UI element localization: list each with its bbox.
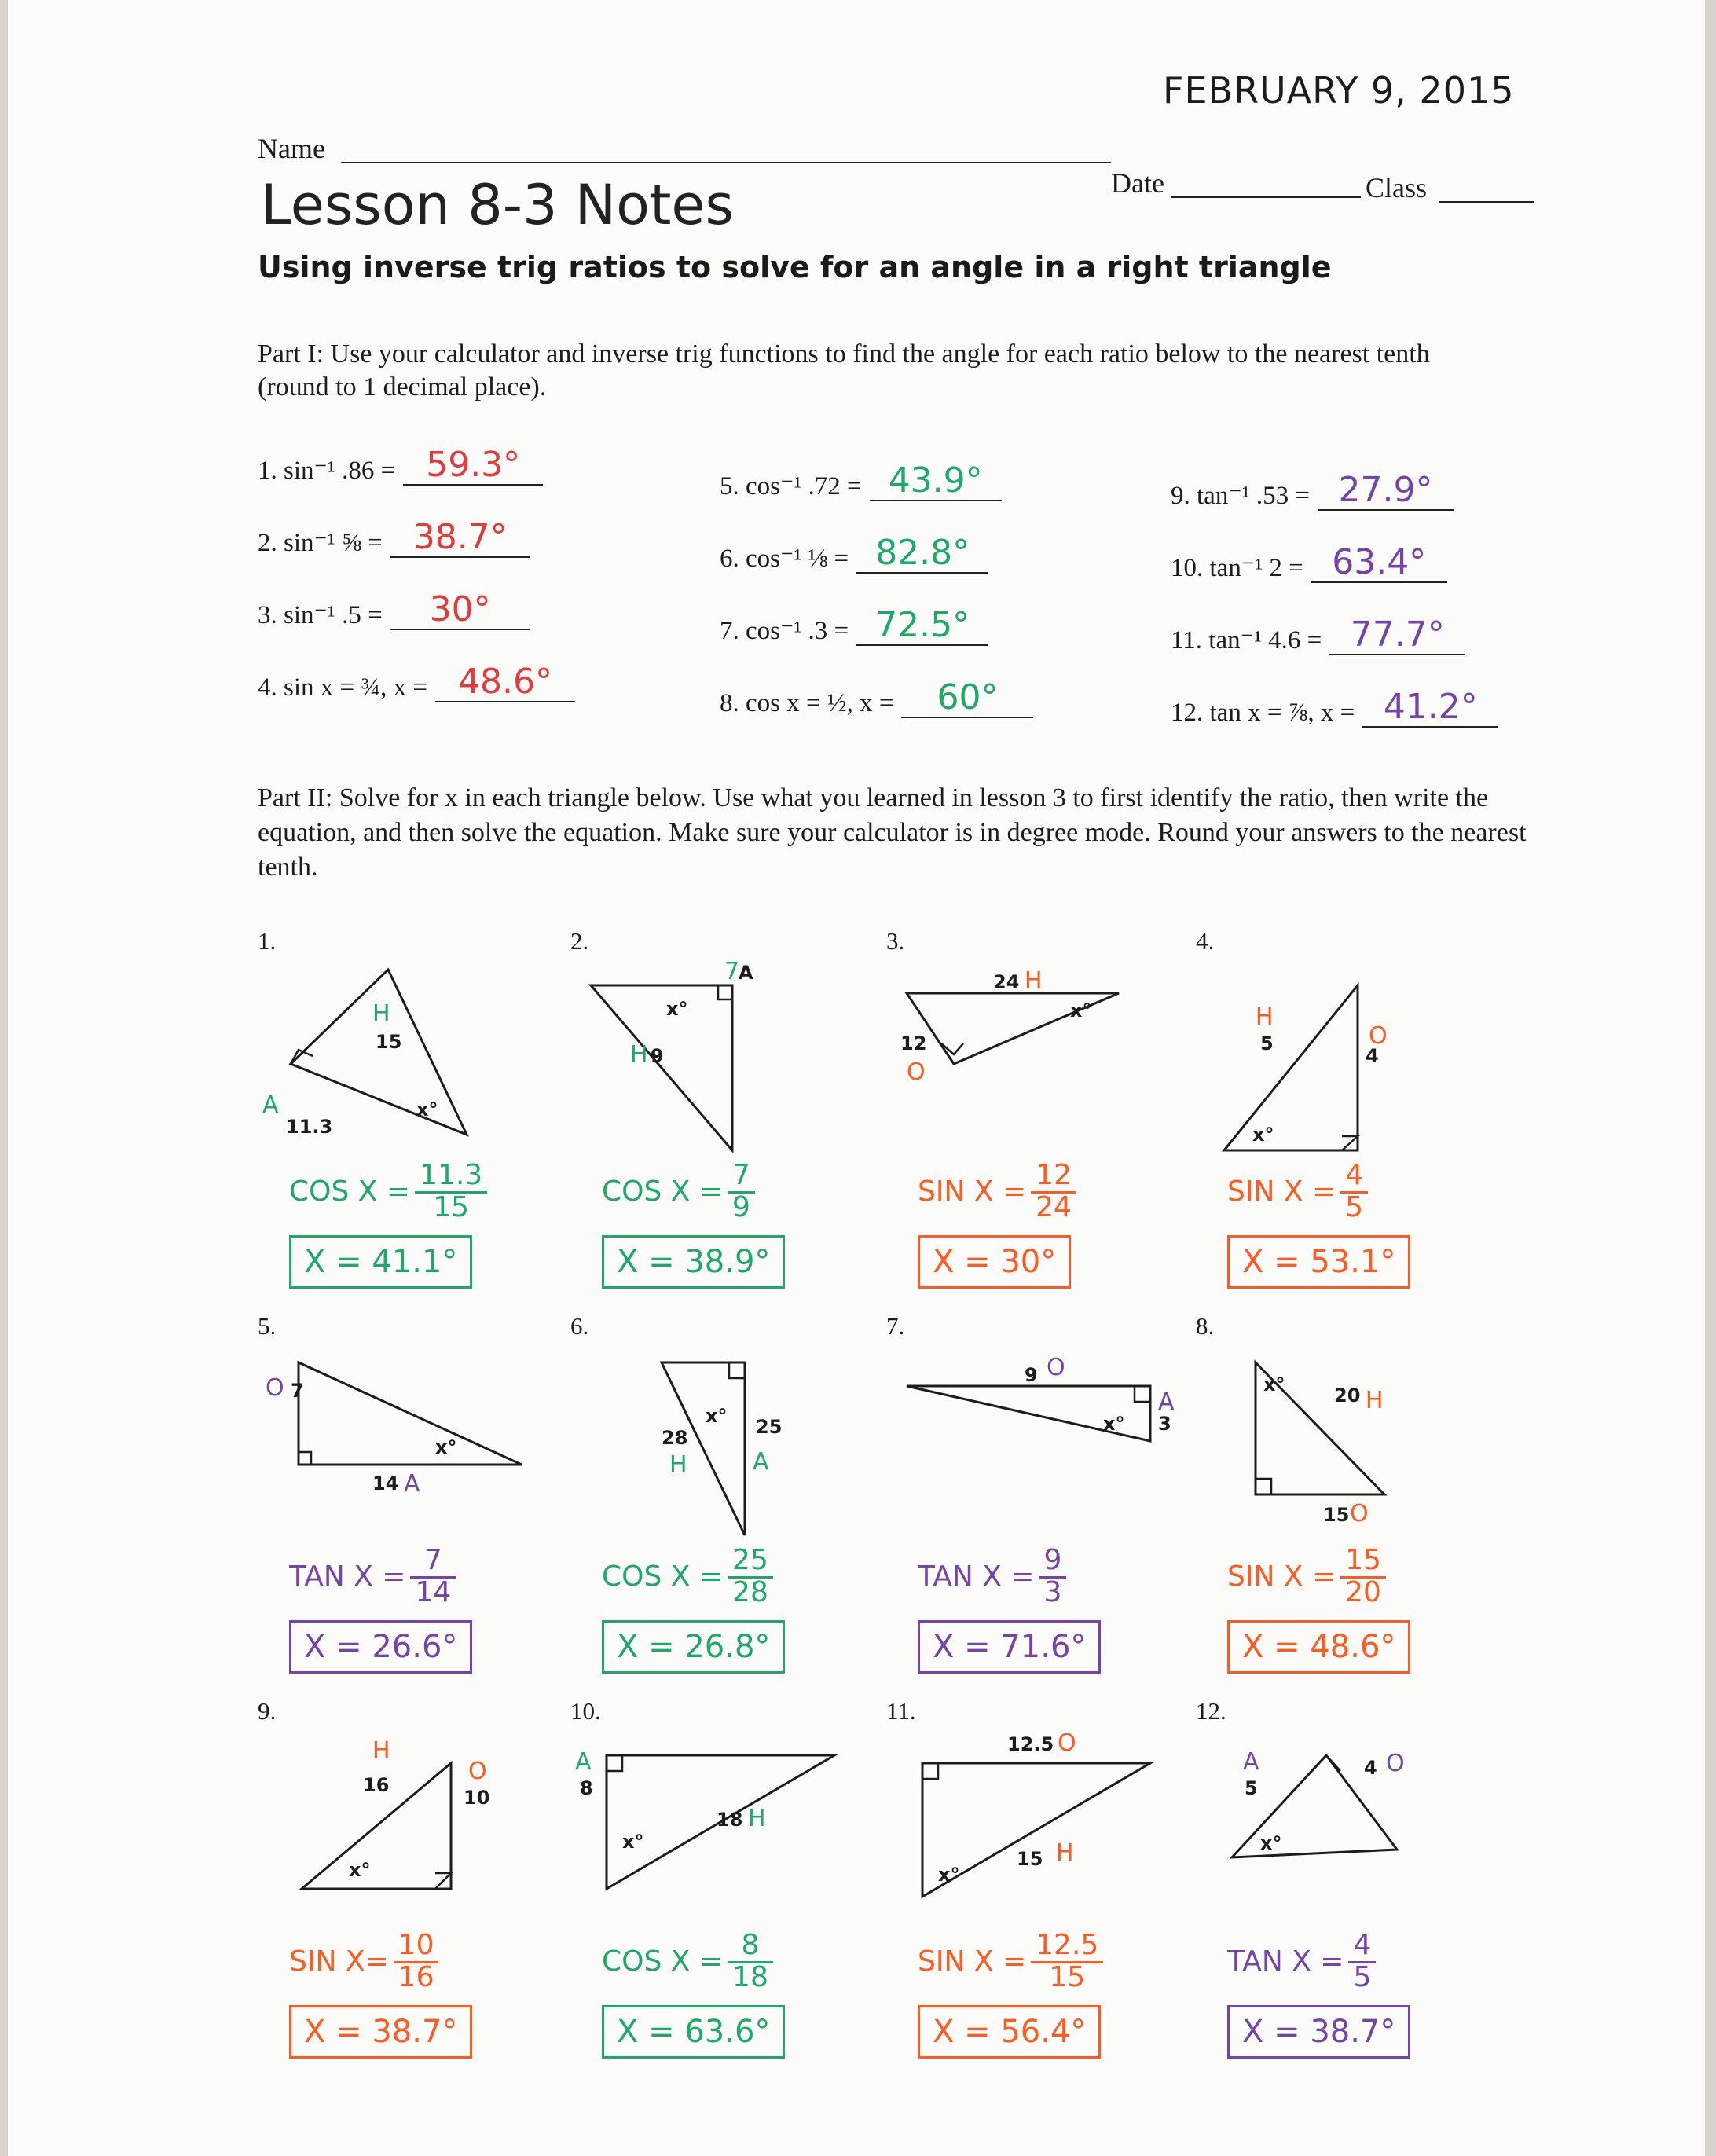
fraction-denominator: 16: [398, 1961, 434, 1993]
ratio-equation: [289, 1546, 456, 1607]
side-length-label: 12.5: [1007, 1733, 1054, 1755]
part1-instructions: Part I: Use your calculator and inverse trig functions to find the angle for each ratio below to the nearest tenth (round to 1 decimal place).: [258, 339, 1430, 402]
part1-answer: 63.4°: [1311, 544, 1447, 583]
part1-prompt: 4. sin x = ¾, x =: [258, 673, 427, 702]
fraction-denominator: 9: [732, 1191, 750, 1223]
boxed-answer: X = 41.1°: [289, 1235, 472, 1289]
name-line: [341, 162, 1111, 163]
boxed-answer: X = 63.6°: [602, 2005, 785, 2059]
side-ratio-label: O: [1058, 1729, 1076, 1757]
boxed-answer: X = 38.7°: [289, 2005, 472, 2059]
side-length-label: 24: [993, 971, 1020, 993]
ratio-equation: [1227, 1931, 1376, 1992]
angle-label: x°: [706, 1405, 728, 1427]
triangle-outline: [1224, 985, 1358, 1150]
equation-fraction: [415, 1161, 487, 1222]
part1-answer: 72.5°: [856, 607, 988, 646]
side-ratio-label: A: [1158, 1388, 1175, 1416]
problem-number: 3.: [886, 927, 905, 955]
right-triangle-diagram: [1201, 1732, 1483, 1936]
part1-item: [720, 607, 988, 646]
equation-fraction: [1031, 1161, 1076, 1222]
equation-function: SIN X =: [918, 1175, 1027, 1208]
fraction-denominator: 5: [1353, 1961, 1372, 1993]
side-length-label: 11.3: [286, 1116, 333, 1138]
equation-fraction: [394, 1931, 439, 1992]
problem-number: 4.: [1196, 927, 1215, 955]
angle-label: x°: [1263, 1373, 1285, 1395]
right-angle-marker: [299, 1452, 311, 1465]
equation-function: SIN X=: [289, 1945, 389, 1978]
side-length-label: 9: [1025, 1364, 1038, 1386]
angle-label: x°: [1103, 1413, 1125, 1435]
ratio-equation: [289, 1931, 438, 1992]
side-length-label: 15: [376, 1031, 402, 1053]
problem-number: 6.: [570, 1312, 589, 1340]
equation-fraction: [1340, 1161, 1368, 1222]
right-triangle-diagram: [262, 1347, 545, 1551]
equation-fraction: [1340, 1546, 1386, 1607]
equation-function: TAN X =: [1227, 1945, 1344, 1978]
side-ratio-label: O: [1386, 1750, 1405, 1777]
side-ratio-label: A: [575, 1748, 592, 1776]
part1-prompt: 1. sin⁻¹ .86 =: [258, 456, 396, 485]
side-ratio-label: O: [907, 1058, 926, 1086]
problem-number: 11.: [886, 1697, 916, 1725]
worksheet-page: [8, 0, 1705, 2156]
equation-function: COS X =: [289, 1175, 411, 1208]
part1-answer: 27.9°: [1318, 471, 1454, 511]
part1-answer: 59.3°: [403, 446, 543, 486]
equation-function: SIN X =: [1227, 1560, 1336, 1593]
part1-prompt: 5. cos⁻¹ .72 =: [720, 472, 862, 500]
triangle-outline: [299, 1362, 522, 1465]
side-ratio-label: 7: [724, 958, 740, 985]
fraction-denominator: 15: [1049, 1961, 1086, 1993]
right-angle-marker: [729, 1362, 745, 1378]
triangle-outline: [591, 985, 732, 1150]
angle-label: x°: [435, 1436, 457, 1458]
problem-number: 8.: [1196, 1312, 1215, 1340]
angle-label: x°: [666, 998, 688, 1020]
part1-prompt: 12. tan x = ⅞, x =: [1171, 698, 1355, 727]
side-ratio-label: H: [1366, 1387, 1384, 1414]
class-label: Class: [1366, 172, 1428, 204]
right-triangle-diagram: [891, 1729, 1174, 1936]
part1-item: [258, 519, 530, 558]
fraction-numerator: 11.3: [415, 1161, 487, 1194]
part1-answer: 30°: [390, 591, 530, 630]
ratio-equation: [918, 1161, 1076, 1222]
side-ratio-label: H: [748, 1805, 766, 1832]
side-length-label: 12: [900, 1032, 927, 1054]
part1-prompt: 8. cos x = ½, x =: [720, 689, 894, 717]
ratio-equation: [602, 1931, 773, 1992]
part1-prompt: 2. sin⁻¹ ⅝ =: [258, 529, 383, 557]
right-angle-marker: [1342, 1136, 1358, 1150]
side-ratio-label: O: [1047, 1354, 1065, 1381]
equation-fraction: [1039, 1546, 1066, 1607]
fraction-numerator: 10: [394, 1931, 439, 1964]
right-triangle-diagram: [891, 1347, 1174, 1551]
date-line: [1171, 196, 1361, 198]
part1-item: [1171, 471, 1454, 511]
part1-prompt: 9. tan⁻¹ .53 =: [1171, 482, 1310, 510]
fraction-numerator: 15: [1340, 1546, 1386, 1578]
fraction-numerator: 9: [1039, 1546, 1066, 1578]
part1-answer: 48.6°: [435, 663, 575, 702]
part1-item: [258, 591, 530, 630]
right-angle-marker: [1256, 1479, 1271, 1494]
part1-answer: 38.7°: [390, 519, 530, 558]
equation-function: COS X =: [602, 1945, 724, 1978]
right-triangle-diagram: [262, 962, 545, 1166]
side-length-label: A: [739, 962, 754, 984]
part1-item: [258, 663, 575, 702]
part1-item: [1171, 688, 1498, 728]
fraction-denominator: 15: [433, 1191, 470, 1223]
angle-label: x°: [1070, 999, 1092, 1021]
side-ratio-label: H: [1256, 1003, 1274, 1031]
part1-item: [1171, 616, 1465, 655]
fraction-numerator: 4: [1348, 1931, 1376, 1964]
equation-function: COS X =: [602, 1560, 724, 1593]
fraction-denominator: 5: [1345, 1191, 1364, 1223]
side-length-label: 5: [1260, 1032, 1274, 1054]
side-ratio-label: H: [630, 1041, 648, 1069]
lesson-title: Lesson 8-3 Notes: [261, 173, 734, 237]
equation-function: COS X =: [602, 1175, 724, 1208]
part1-item: [720, 462, 1002, 501]
right-triangle-diagram: [575, 1347, 858, 1551]
problem-number: 1.: [258, 927, 277, 955]
equation-function: TAN X =: [289, 1560, 406, 1593]
fraction-denominator: 24: [1036, 1191, 1072, 1223]
side-ratio-label: A: [262, 1091, 279, 1119]
subtitle: Using inverse trig ratios to solve for an angle in a right triangle: [258, 250, 1332, 284]
right-triangle-diagram: [262, 1732, 545, 1936]
side-ratio-label: A: [1243, 1748, 1260, 1776]
part1-item: [720, 679, 1033, 718]
fraction-numerator: 8: [728, 1931, 773, 1964]
equation-fraction: [728, 1931, 773, 1992]
right-triangle-diagram: [1201, 962, 1483, 1166]
equation-function: TAN X =: [918, 1560, 1035, 1593]
part1-prompt: 10. tan⁻¹ 2 =: [1171, 554, 1304, 582]
side-length-label: 9: [651, 1045, 664, 1067]
part1-item: [1171, 544, 1447, 583]
side-length-label: 4: [1364, 1757, 1377, 1779]
fraction-denominator: 14: [415, 1576, 452, 1608]
side-length-label: 16: [363, 1774, 390, 1796]
side-length-label: 14: [372, 1472, 399, 1494]
boxed-answer: X = 53.1°: [1227, 1235, 1410, 1289]
handwritten-date: FEBRUARY 9, 2015: [1163, 69, 1515, 112]
fraction-denominator: 3: [1043, 1576, 1062, 1608]
side-ratio-label: H: [1025, 967, 1043, 995]
fraction-numerator: 7: [410, 1546, 456, 1578]
boxed-answer: X = 71.6°: [918, 1620, 1101, 1674]
problem-number: 5.: [258, 1312, 277, 1340]
part1-prompt: 11. tan⁻¹ 4.6 =: [1171, 626, 1322, 654]
boxed-answer: X = 26.6°: [289, 1620, 472, 1674]
side-length-label: 7: [291, 1380, 304, 1402]
date-label: Date: [1111, 167, 1164, 199]
side-ratio-label: H: [1056, 1839, 1074, 1867]
fraction-denominator: 28: [732, 1576, 768, 1608]
side-ratio-label: H: [669, 1451, 688, 1479]
angle-label: x°: [622, 1831, 644, 1853]
side-ratio-label: O: [266, 1374, 284, 1402]
ratio-equation: [1227, 1161, 1368, 1222]
side-length-label: 15: [1323, 1504, 1350, 1526]
right-angle-marker: [922, 1763, 938, 1779]
part1-answer: 41.2°: [1362, 688, 1498, 728]
angle-label: x°: [416, 1098, 438, 1120]
side-length-label: 28: [662, 1427, 688, 1449]
angle-label: x°: [349, 1859, 371, 1881]
ratio-equation: [918, 1546, 1066, 1607]
class-line: [1439, 201, 1534, 203]
problem-number: 12.: [1196, 1697, 1226, 1725]
ratio-equation: [1227, 1546, 1386, 1607]
fraction-numerator: 12: [1031, 1161, 1076, 1194]
equation-fraction: [1348, 1931, 1376, 1992]
side-ratio-label: A: [753, 1448, 769, 1476]
equation-function: SIN X =: [918, 1945, 1027, 1978]
ratio-equation: [918, 1931, 1103, 1992]
problem-number: 10.: [570, 1697, 601, 1725]
right-angle-marker: [718, 985, 732, 999]
side-length-label: 4: [1366, 1045, 1379, 1067]
equation-fraction: [1031, 1931, 1103, 1992]
problem-number: 7.: [886, 1312, 905, 1340]
triangle-outline: [662, 1362, 745, 1535]
boxed-answer: X = 56.4°: [918, 2005, 1101, 2059]
name-label: Name: [258, 133, 325, 164]
fraction-numerator: 25: [728, 1546, 773, 1578]
side-length-label: 10: [464, 1787, 490, 1809]
part1-item: [258, 446, 543, 486]
part1-prompt: 3. sin⁻¹ .5 =: [258, 601, 383, 629]
right-triangle-diagram: [891, 962, 1174, 1166]
ratio-equation: [289, 1161, 487, 1222]
part1-answer: 82.8°: [856, 534, 988, 574]
fraction-numerator: 12.5: [1031, 1931, 1103, 1964]
boxed-answer: X = 38.9°: [602, 1235, 785, 1289]
side-length-label: 8: [580, 1777, 593, 1799]
side-ratio-label: H: [372, 1737, 390, 1765]
fraction-numerator: 7: [728, 1161, 755, 1194]
angle-label: x°: [938, 1864, 960, 1886]
right-triangle-diagram: [1201, 1347, 1483, 1551]
right-triangle-diagram: [575, 1732, 858, 1936]
side-length-label: 18: [717, 1809, 743, 1831]
side-ratio-label: O: [1369, 1022, 1388, 1050]
side-length-label: 15: [1017, 1848, 1043, 1870]
part1-answer: 43.9°: [870, 462, 1002, 501]
right-angle-marker: [435, 1873, 451, 1889]
angle-label: x°: [1252, 1124, 1274, 1146]
problem-number: 2.: [570, 927, 589, 955]
right-angle-marker: [607, 1755, 622, 1771]
side-ratio-label: A: [404, 1470, 420, 1498]
right-angle-marker: [1135, 1386, 1150, 1402]
side-ratio-label: O: [468, 1758, 487, 1785]
part1-answer: 77.7°: [1329, 616, 1465, 655]
part1-answer: 60°: [901, 679, 1033, 718]
side-length-label: 25: [756, 1416, 783, 1438]
boxed-answer: X = 26.8°: [602, 1620, 785, 1674]
fraction-denominator: 20: [1345, 1576, 1381, 1608]
problem-number: 9.: [258, 1697, 277, 1725]
angle-label: x°: [1260, 1832, 1282, 1854]
side-length-label: 5: [1245, 1777, 1258, 1799]
ratio-equation: [602, 1161, 755, 1222]
boxed-answer: X = 48.6°: [1227, 1620, 1410, 1674]
boxed-answer: X = 30°: [918, 1235, 1071, 1289]
part2-instructions: Part II: Solve for x in each triangle below. Use what you learned in lesson 3 to first identify the ratio, then write the equation, and then solve the equation. Make sure your calculator is in degree mode. Round your answers to the nearest tenth.: [258, 783, 1527, 882]
side-ratio-label: H: [372, 1000, 390, 1028]
equation-fraction: [728, 1546, 773, 1607]
ratio-equation: [602, 1546, 773, 1607]
part1-item: [720, 534, 988, 574]
boxed-answer: X = 38.7°: [1227, 2005, 1410, 2059]
side-ratio-label: O: [1350, 1500, 1369, 1527]
right-triangle-diagram: [575, 958, 858, 1166]
equation-fraction: [728, 1161, 755, 1222]
part1-prompt: 6. cos⁻¹ ⅛ =: [720, 544, 849, 573]
side-length-label: 20: [1334, 1384, 1361, 1406]
part1-prompt: 7. cos⁻¹ .3 =: [720, 617, 849, 645]
equation-function: SIN X =: [1227, 1175, 1336, 1208]
side-length-label: 3: [1158, 1413, 1172, 1435]
equation-fraction: [410, 1546, 456, 1607]
fraction-numerator: 4: [1340, 1161, 1368, 1194]
fraction-denominator: 18: [732, 1961, 768, 1993]
